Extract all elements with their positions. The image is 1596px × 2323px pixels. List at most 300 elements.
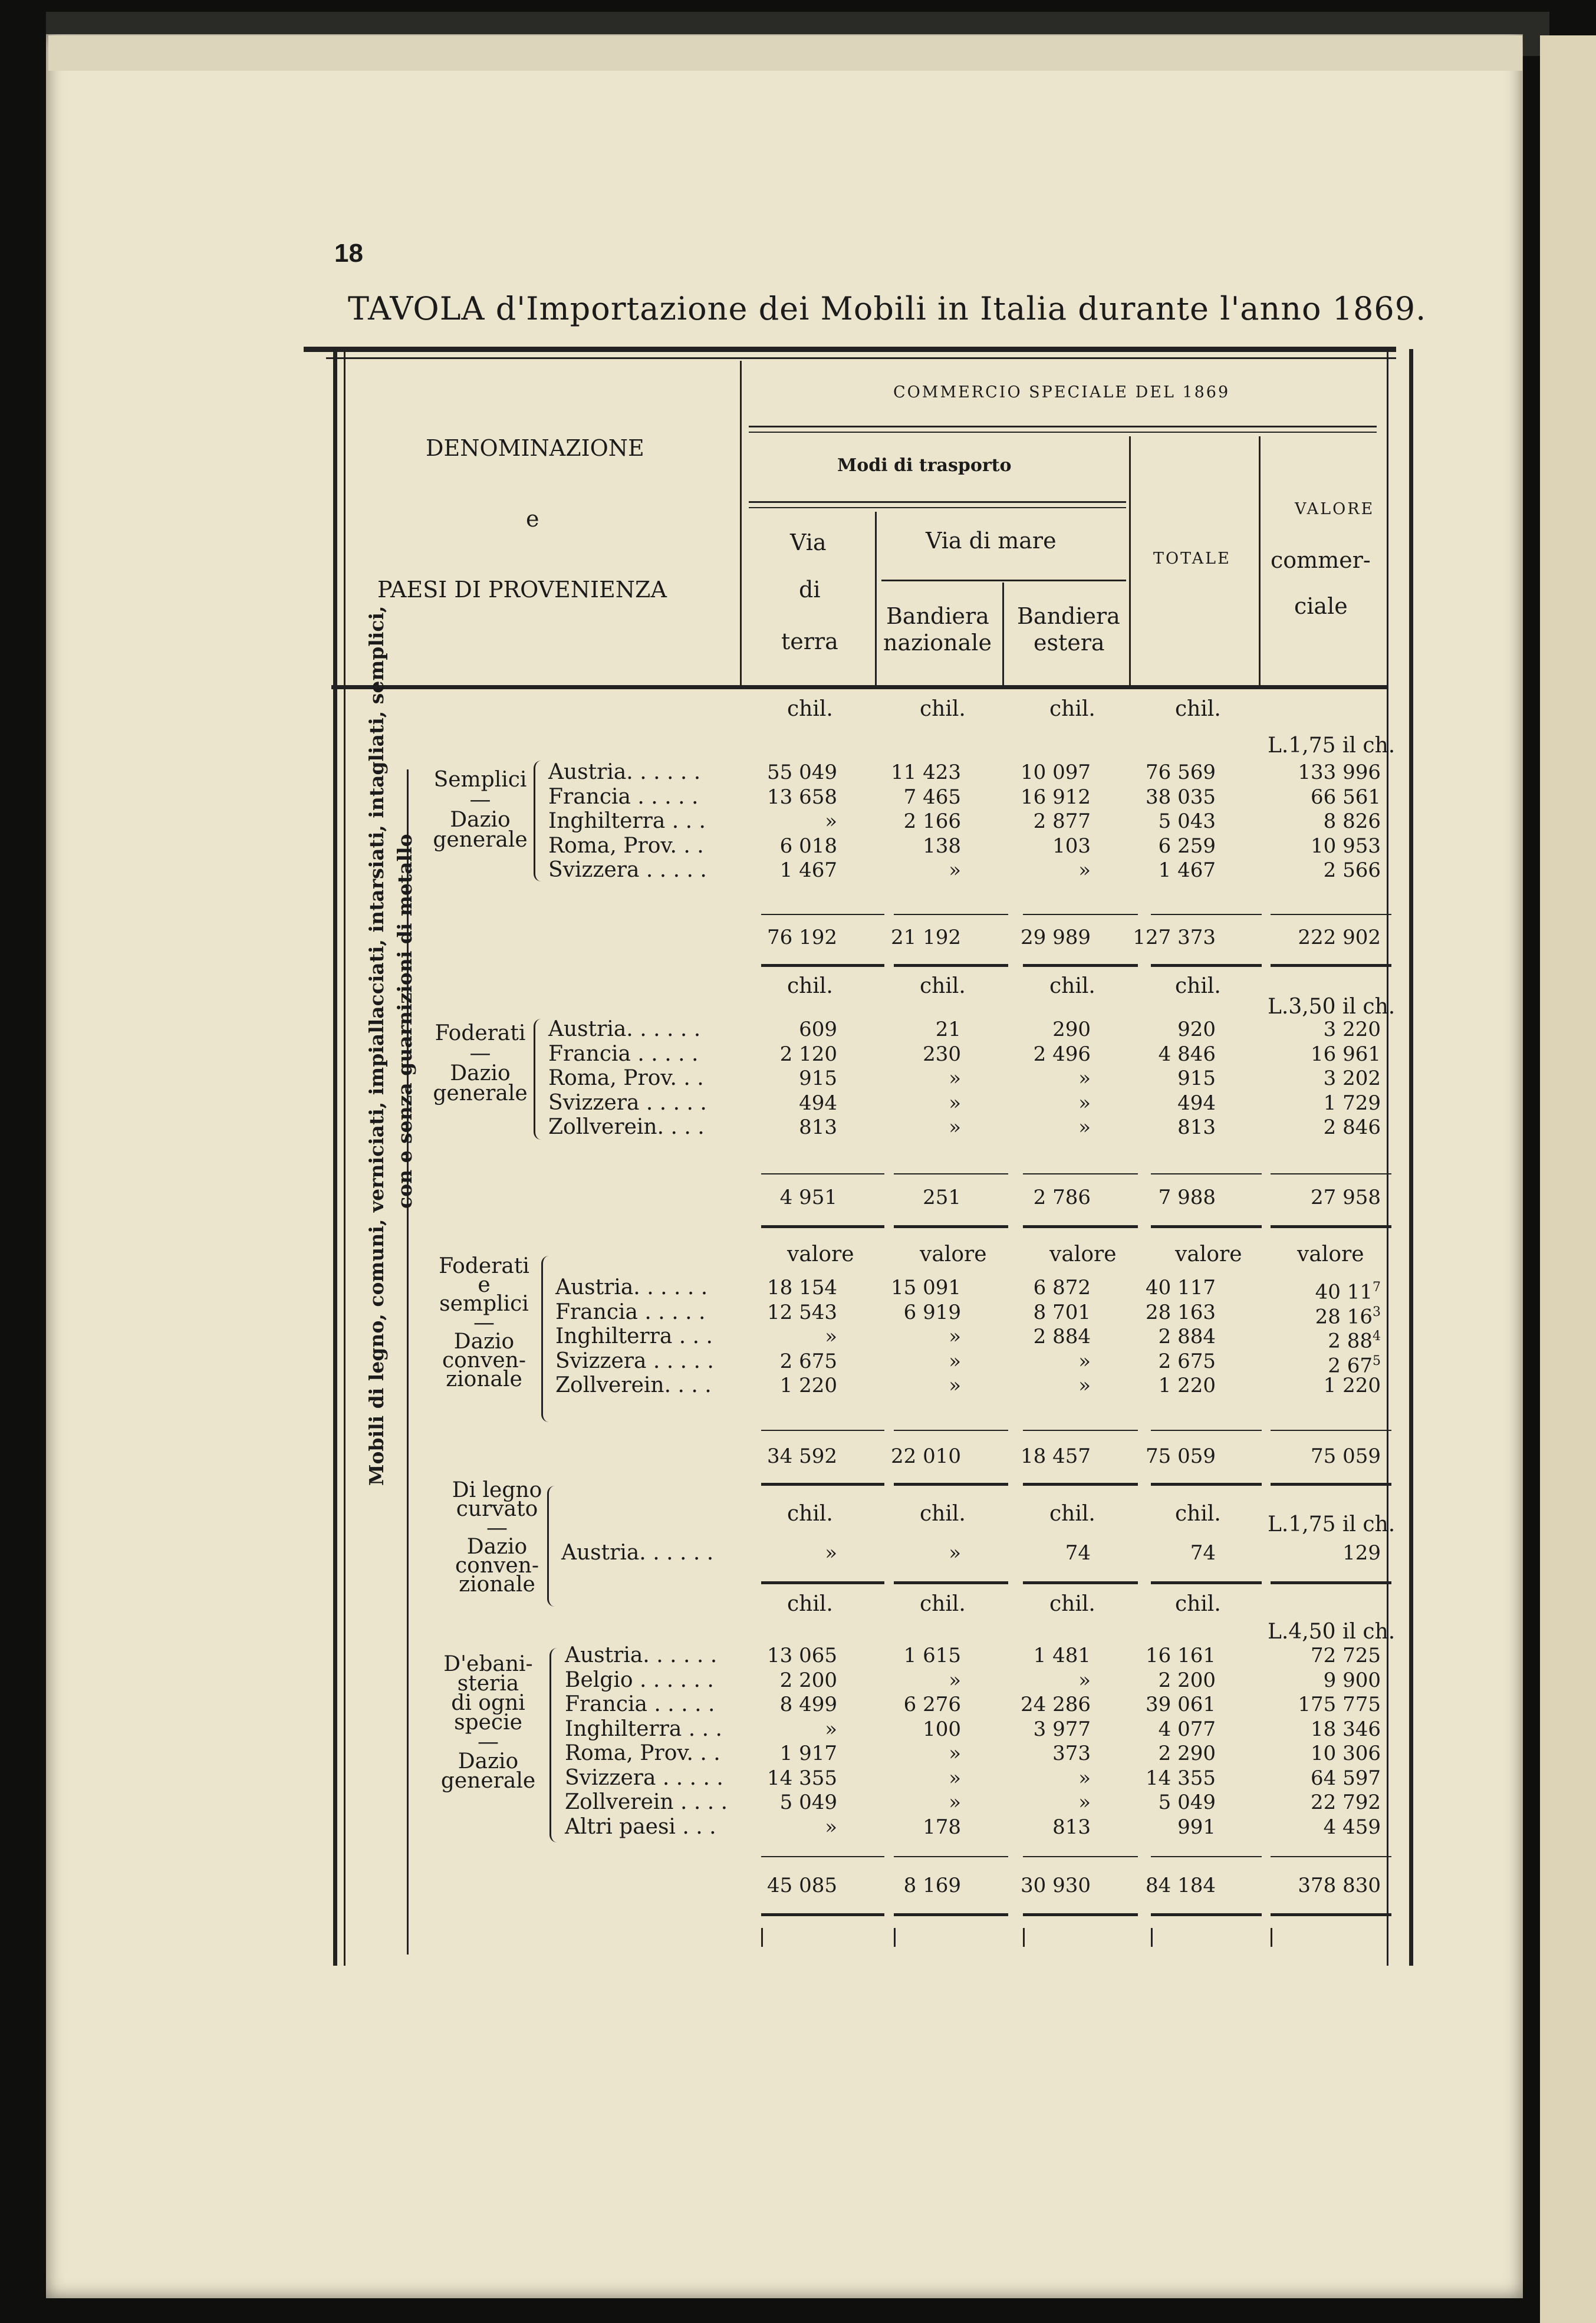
table-cell: 2 290 <box>1158 1742 1216 1765</box>
country-name: Svizzera . . . . . <box>548 858 707 882</box>
section-rule <box>894 1581 1008 1584</box>
table-cell: » <box>949 1766 961 1790</box>
table-cell: 66 561 <box>1311 785 1381 809</box>
group-label-line: Dazio <box>450 808 511 832</box>
unit-label: chil. <box>787 697 833 721</box>
unit-label: chil. <box>920 1502 966 1526</box>
table-cell: » <box>949 1116 961 1139</box>
table-cell: » <box>949 1374 961 1397</box>
table-cell: 28 163 <box>1146 1301 1216 1324</box>
table-cell: 1 615 <box>903 1644 961 1667</box>
col-tick-5 <box>1271 1928 1272 1947</box>
table-cell: 100 <box>923 1717 961 1741</box>
table-cell: 1 917 <box>779 1742 837 1765</box>
table-cell: » <box>1078 1067 1091 1090</box>
table-cell: 1 220 <box>1158 1374 1216 1397</box>
group-label-line: generale <box>440 1769 536 1793</box>
header-valore: VALORE <box>1295 500 1375 518</box>
header-estera: estera <box>1034 630 1105 656</box>
table-cell: » <box>1078 1091 1091 1115</box>
group-label-line: Di legno <box>452 1478 542 1502</box>
table-cell: » <box>949 1067 961 1090</box>
unit-label: chil. <box>787 1502 833 1526</box>
table-cell: 22 792 <box>1311 1791 1381 1814</box>
table-cell: » <box>949 1541 961 1565</box>
unit-label: chil. <box>1175 1502 1221 1526</box>
group-label-line: — <box>469 1041 491 1065</box>
unit-label: chil. <box>1175 1592 1221 1616</box>
group-label-line: Dazio <box>466 1535 528 1559</box>
table-cell: 373 <box>1052 1742 1091 1765</box>
price-note: L.1,75 il ch. <box>1268 733 1396 758</box>
country-name: Austria. . . . . . <box>548 760 701 784</box>
table-cell: 175 775 <box>1298 1693 1381 1716</box>
unit-label: chil. <box>920 974 966 998</box>
total-cell: 27 958 <box>1311 1186 1381 1209</box>
table-cell: 40 $11^7$ <box>1315 1280 1381 1304</box>
table-cell: 6 018 <box>779 834 837 858</box>
table-cell: » <box>949 1325 961 1348</box>
table-cell: 10 097 <box>1021 761 1091 784</box>
table-cell: 2 675 <box>779 1350 837 1373</box>
group-label-line: e <box>478 1273 491 1297</box>
side-label-line2: con e senza guarnizioni di metallo <box>393 834 416 1209</box>
table-cell: 1 481 <box>1033 1644 1091 1667</box>
header-via-di-mare: Via di mare <box>926 528 1057 554</box>
table-cell: 5 043 <box>1158 810 1216 833</box>
total-cell: 4 951 <box>779 1186 837 1209</box>
table-cell: 38 035 <box>1146 785 1216 809</box>
total-rule <box>761 1430 884 1431</box>
table-cell: 915 <box>1177 1067 1216 1090</box>
group-label-line: — <box>473 1311 495 1335</box>
group-brace <box>541 1256 549 1422</box>
country-name: Austria. . . . . . <box>561 1541 714 1565</box>
section-rule <box>1023 1581 1138 1584</box>
unit-label: chil. <box>920 1592 966 1616</box>
header-rule-3 <box>881 580 1126 581</box>
total-cell: 34 592 <box>767 1445 837 1468</box>
table-cell: » <box>949 1091 961 1115</box>
group-brace <box>534 761 541 881</box>
country-name: Roma, Prov. . . <box>565 1741 720 1765</box>
header-divider-valore <box>1259 436 1261 685</box>
table-cell: 5 049 <box>779 1791 837 1814</box>
header-rule-1 <box>749 426 1377 427</box>
unit-label: valore <box>1175 1242 1242 1266</box>
unit-label: chil. <box>1175 974 1221 998</box>
group-label-line: Foderati <box>435 1021 526 1045</box>
total-cell: 8 169 <box>903 1874 961 1897</box>
table-cell: 9 900 <box>1323 1669 1381 1692</box>
table-cell: 991 <box>1177 1815 1216 1839</box>
table-cell: 1 729 <box>1323 1091 1381 1115</box>
table-cell: 129 <box>1342 1541 1381 1565</box>
total-cell: 251 <box>923 1186 961 1209</box>
total-rule <box>1023 1856 1138 1857</box>
table-cell: 920 <box>1177 1018 1216 1041</box>
section-rule <box>1271 1913 1391 1916</box>
col-tick-1 <box>761 1928 763 1947</box>
total-rule <box>1151 1173 1262 1174</box>
value-superscript: 5 <box>1373 1354 1381 1368</box>
group-label-line: — <box>469 788 491 812</box>
unit-label: chil. <box>1049 1592 1095 1616</box>
header-bandiera-naz: Bandiera <box>886 603 989 629</box>
header-via: Via <box>790 529 827 555</box>
country-name: Svizzera . . . . . <box>548 1091 707 1115</box>
country-name: Francia . . . . . <box>548 785 699 809</box>
section-rule <box>1151 964 1262 967</box>
price-note: L.1,75 il ch. <box>1268 1512 1396 1536</box>
table-cell: » <box>1078 1350 1091 1373</box>
header-rule-1b <box>749 432 1377 433</box>
total-rule <box>1151 1856 1262 1857</box>
section-rule <box>1151 1225 1262 1228</box>
section-rule <box>894 1483 1008 1486</box>
group-label-line: Foderati <box>439 1254 529 1278</box>
price-note: L.4,50 il ch. <box>1268 1620 1396 1644</box>
table-cell: » <box>825 1541 837 1565</box>
country-name: Zollverein. . . . <box>555 1373 712 1397</box>
table-cell: 18 346 <box>1311 1717 1381 1741</box>
table-cell: 16 912 <box>1021 785 1091 809</box>
table-cell: » <box>1078 1669 1091 1692</box>
unit-label: chil. <box>1175 697 1221 721</box>
table-cell: 21 <box>935 1018 961 1041</box>
total-rule <box>1271 1856 1391 1857</box>
total-rule <box>1271 1173 1391 1174</box>
total-cell: 30 930 <box>1021 1874 1091 1897</box>
header-denominazione: DENOMINAZIONE <box>426 435 644 461</box>
table-cell: 3 220 <box>1323 1018 1381 1041</box>
total-cell: 222 902 <box>1298 926 1381 949</box>
page-number: 18 <box>334 239 363 268</box>
table-cell: 2 846 <box>1323 1116 1381 1139</box>
group-brace <box>534 1019 541 1140</box>
col-tick-3 <box>1023 1928 1025 1947</box>
total-cell: 75 059 <box>1146 1445 1216 1468</box>
table-cell: » <box>949 1791 961 1814</box>
group-label-line: zionale <box>459 1572 535 1597</box>
table-cell: 6 872 <box>1033 1276 1091 1299</box>
table-cell: 14 355 <box>767 1766 837 1790</box>
table-cell: 8 499 <box>779 1693 837 1716</box>
unit-label: chil. <box>1049 1502 1095 1526</box>
table-cell: 12 543 <box>767 1301 837 1324</box>
group-label-line: zionale <box>446 1367 522 1391</box>
value-superscript: 4 <box>1373 1329 1381 1344</box>
total-cell: 76 192 <box>767 926 837 949</box>
frame-right <box>1409 349 1413 1966</box>
group-label-line: — <box>478 1730 499 1754</box>
table-cell: 2 $88^4$ <box>1328 1329 1381 1353</box>
table-cell: 494 <box>799 1091 837 1115</box>
table-cell: 6 259 <box>1158 834 1216 858</box>
total-cell: 45 085 <box>767 1874 837 1897</box>
header-divider-bandiera <box>1002 583 1004 685</box>
total-cell: 18 457 <box>1021 1445 1091 1468</box>
col-tick-4 <box>1151 1928 1153 1947</box>
table-cell: 290 <box>1052 1018 1091 1041</box>
table-cell: 2 $67^5$ <box>1328 1354 1381 1378</box>
table-cell: 2 166 <box>903 810 961 833</box>
next-page-edge <box>1540 35 1596 2323</box>
table-cell: 15 091 <box>891 1276 961 1299</box>
table-cell: » <box>1078 1374 1091 1397</box>
table-cell: 813 <box>799 1116 837 1139</box>
section-rule <box>894 964 1008 967</box>
country-name: Svizzera . . . . . <box>555 1349 714 1373</box>
country-name: Francia . . . . . <box>565 1692 715 1716</box>
table-cell: 4 459 <box>1323 1815 1381 1839</box>
table-cell: 39 061 <box>1146 1693 1216 1716</box>
country-name: Svizzera . . . . . <box>565 1766 723 1790</box>
table-cell: 1 220 <box>779 1374 837 1397</box>
table-cell: 7 465 <box>903 785 961 809</box>
table-cell: » <box>825 1325 837 1348</box>
table-cell: 813 <box>1052 1815 1091 1839</box>
unit-label: valore <box>1049 1242 1117 1266</box>
section-rule <box>1271 964 1391 967</box>
table-cell: 2 675 <box>1158 1350 1216 1373</box>
section-rule <box>761 1225 884 1228</box>
header-bottom-rule <box>331 685 1388 689</box>
header-di: di <box>799 577 821 603</box>
country-name: Roma, Prov. . . <box>548 1066 704 1090</box>
header-modi: Modi di trasporto <box>837 455 1012 476</box>
table-cell: 4 846 <box>1158 1042 1216 1066</box>
table-cell: 10 306 <box>1311 1742 1381 1765</box>
table-cell: 6 276 <box>903 1693 961 1716</box>
table-cell: 8 826 <box>1323 810 1381 833</box>
table-cell: 609 <box>799 1018 837 1041</box>
section-rule <box>761 964 884 967</box>
table-cell: 6 919 <box>903 1301 961 1324</box>
unit-label: chil. <box>787 1592 833 1616</box>
table-cell: » <box>825 1815 837 1839</box>
group-label-line: semplici <box>439 1292 529 1316</box>
table-cell: 8 701 <box>1033 1301 1091 1324</box>
group-label-line: generale <box>433 1081 528 1105</box>
group-brace <box>547 1486 555 1607</box>
table-cell: 1 467 <box>1158 858 1216 882</box>
table-cell: 74 <box>1065 1541 1091 1565</box>
total-rule <box>1151 914 1262 915</box>
country-name: Austria. . . . . . <box>548 1017 701 1041</box>
group-label-line: Dazio <box>453 1330 515 1354</box>
group-label-line: conven- <box>455 1554 539 1578</box>
total-rule <box>1023 914 1138 915</box>
section-rule <box>761 1913 884 1916</box>
header-commer: commer- <box>1271 547 1371 573</box>
table-cell: 64 597 <box>1311 1766 1381 1790</box>
section-rule <box>1271 1225 1391 1228</box>
group-label-line: Dazio <box>458 1749 519 1773</box>
page-top-fold <box>48 35 1522 71</box>
country-name: Francia . . . . . <box>555 1300 706 1324</box>
side-label-line1: Mobili di legno, comuni, verniciati, impiallacciati, intarsiati, intagliati, semplici, <box>365 606 388 1486</box>
table-cell: 2 884 <box>1033 1325 1091 1348</box>
page-title: TAVOLA d'Importazione dei Mobili in Italia durante l'anno 1869. <box>348 290 1427 327</box>
total-cell: 84 184 <box>1146 1874 1216 1897</box>
country-name: Zollverein . . . . <box>565 1790 728 1814</box>
group-label-line: specie <box>454 1710 522 1735</box>
frame-left-inner <box>344 349 345 1966</box>
unit-label: valore <box>1297 1242 1364 1266</box>
total-cell: 127 373 <box>1133 926 1216 949</box>
country-name: Inghilterra . . . <box>555 1324 713 1348</box>
table-cell: 178 <box>923 1815 961 1839</box>
section-rule <box>894 1225 1008 1228</box>
table-cell: » <box>949 858 961 882</box>
total-cell: 29 989 <box>1021 926 1091 949</box>
section-rule <box>1271 1581 1391 1584</box>
table-cell: 28 $16^3$ <box>1315 1305 1381 1329</box>
header-nazionale: nazionale <box>883 630 992 656</box>
page <box>46 34 1523 2298</box>
table-cell: 3 202 <box>1323 1067 1381 1090</box>
table-cell: 55 049 <box>767 761 837 784</box>
table-cell: » <box>949 1669 961 1692</box>
table-cell: 133 996 <box>1298 761 1381 784</box>
total-rule <box>761 1173 884 1174</box>
section-rule <box>1151 1483 1262 1486</box>
table-cell: 14 355 <box>1146 1766 1216 1790</box>
group-label-line: D'ebani- <box>443 1652 533 1676</box>
header-commercio: COMMERCIO SPECIALE DEL 1869 <box>893 383 1230 402</box>
table-cell: 10 953 <box>1311 834 1381 858</box>
table-cell: 1 220 <box>1323 1374 1381 1397</box>
group-label-line: di ogni <box>451 1691 525 1715</box>
total-rule <box>761 914 884 915</box>
unit-label: valore <box>787 1242 854 1266</box>
table-cell: 74 <box>1190 1541 1216 1565</box>
table-cell: 76 569 <box>1146 761 1216 784</box>
table-cell: » <box>1078 1116 1091 1139</box>
table-cell: » <box>949 1350 961 1373</box>
frame-top-inner <box>326 357 1396 359</box>
country-name: Austria. . . . . . <box>565 1643 718 1667</box>
table-cell: 11 423 <box>891 761 961 784</box>
table-cell: 3 977 <box>1033 1717 1091 1741</box>
table-cell: 2 566 <box>1323 858 1381 882</box>
section-rule <box>894 1913 1008 1916</box>
total-rule <box>894 1173 1008 1174</box>
table-cell: 24 286 <box>1021 1693 1091 1716</box>
total-cell: 22 010 <box>891 1445 961 1468</box>
table-cell: » <box>825 810 837 833</box>
total-rule <box>1151 1430 1262 1431</box>
table-cell: 16 161 <box>1146 1644 1216 1667</box>
total-rule <box>894 1856 1008 1857</box>
table-cell: 2 877 <box>1033 810 1091 833</box>
header-totale: TOTALE <box>1153 550 1231 568</box>
header-paesi: PAESI DI PROVENIENZA <box>377 577 667 603</box>
unit-label: chil. <box>1049 974 1095 998</box>
price-note: L.3,50 il ch. <box>1268 995 1396 1019</box>
value-superscript: 3 <box>1373 1305 1381 1320</box>
table-cell: 13 658 <box>767 785 837 809</box>
group-label-line: curvato <box>456 1497 538 1521</box>
table-cell: » <box>825 1717 837 1741</box>
group-label-line: Dazio <box>450 1061 511 1085</box>
total-rule <box>1023 1173 1138 1174</box>
table-cell: 103 <box>1052 834 1091 858</box>
header-e: e <box>526 506 539 532</box>
table-cell: » <box>1078 1791 1091 1814</box>
total-rule <box>1271 1430 1391 1431</box>
section-rule <box>1151 1913 1262 1916</box>
total-rule <box>1271 914 1391 915</box>
group-label-line: — <box>486 1516 508 1540</box>
header-bandiera-est: Bandiera <box>1017 603 1120 629</box>
side-label <box>363 606 419 1486</box>
table-cell: 813 <box>1177 1116 1216 1139</box>
country-name: Zollverein. . . . <box>548 1115 705 1139</box>
table-cell: 2 120 <box>779 1042 837 1066</box>
section-rule <box>1023 1483 1138 1486</box>
total-cell: 378 830 <box>1298 1874 1381 1897</box>
group-label-line: generale <box>433 828 528 852</box>
table-cell: 13 065 <box>767 1644 837 1667</box>
country-name: Austria. . . . . . <box>555 1275 708 1299</box>
section-rule <box>761 1483 884 1486</box>
section-rule <box>1271 1483 1391 1486</box>
frame-right-inner <box>1387 349 1388 1966</box>
frame-left <box>333 349 337 1966</box>
table-cell: 16 961 <box>1311 1042 1381 1066</box>
unit-label: chil. <box>787 974 833 998</box>
frame-top <box>304 347 1396 352</box>
country-name: Inghilterra . . . <box>548 809 706 833</box>
col-tick-2 <box>894 1928 896 1947</box>
table-cell: 40 117 <box>1146 1276 1216 1299</box>
header-divider-totale <box>1129 436 1131 685</box>
table-cell: 2 884 <box>1158 1325 1216 1348</box>
section-rule <box>1023 1913 1138 1916</box>
table-cell: 18 154 <box>767 1276 837 1299</box>
country-name: Inghilterra . . . <box>565 1717 722 1741</box>
table-cell: 494 <box>1177 1091 1216 1115</box>
total-rule <box>1023 1430 1138 1431</box>
group-label-line: conven- <box>442 1348 526 1373</box>
section-rule <box>1151 1581 1262 1584</box>
header-divider-left <box>740 361 742 685</box>
section-rule <box>761 1581 884 1584</box>
total-rule <box>894 1430 1008 1431</box>
group-label-line: Semplici <box>433 768 527 792</box>
table-cell: 1 467 <box>779 858 837 882</box>
table-cell: » <box>1078 858 1091 882</box>
country-name: Roma, Prov. . . <box>548 834 704 858</box>
table-cell: 4 077 <box>1158 1717 1216 1741</box>
country-name: Altri paesi . . . <box>565 1815 716 1839</box>
country-name: Francia . . . . . <box>548 1042 699 1066</box>
section-rule <box>1023 1225 1138 1228</box>
table-cell: 2 200 <box>1158 1669 1216 1692</box>
table-cell: 5 049 <box>1158 1791 1216 1814</box>
country-name: Belgio . . . . . . <box>565 1668 714 1692</box>
total-rule <box>761 1856 884 1857</box>
table-cell: 72 725 <box>1311 1644 1381 1667</box>
table-cell: 2 200 <box>779 1669 837 1692</box>
unit-label: valore <box>920 1242 987 1266</box>
group-brace <box>549 1648 557 1842</box>
group-label-line: steria <box>457 1671 519 1696</box>
table-cell: 138 <box>923 834 961 858</box>
header-rule-2 <box>749 501 1126 503</box>
